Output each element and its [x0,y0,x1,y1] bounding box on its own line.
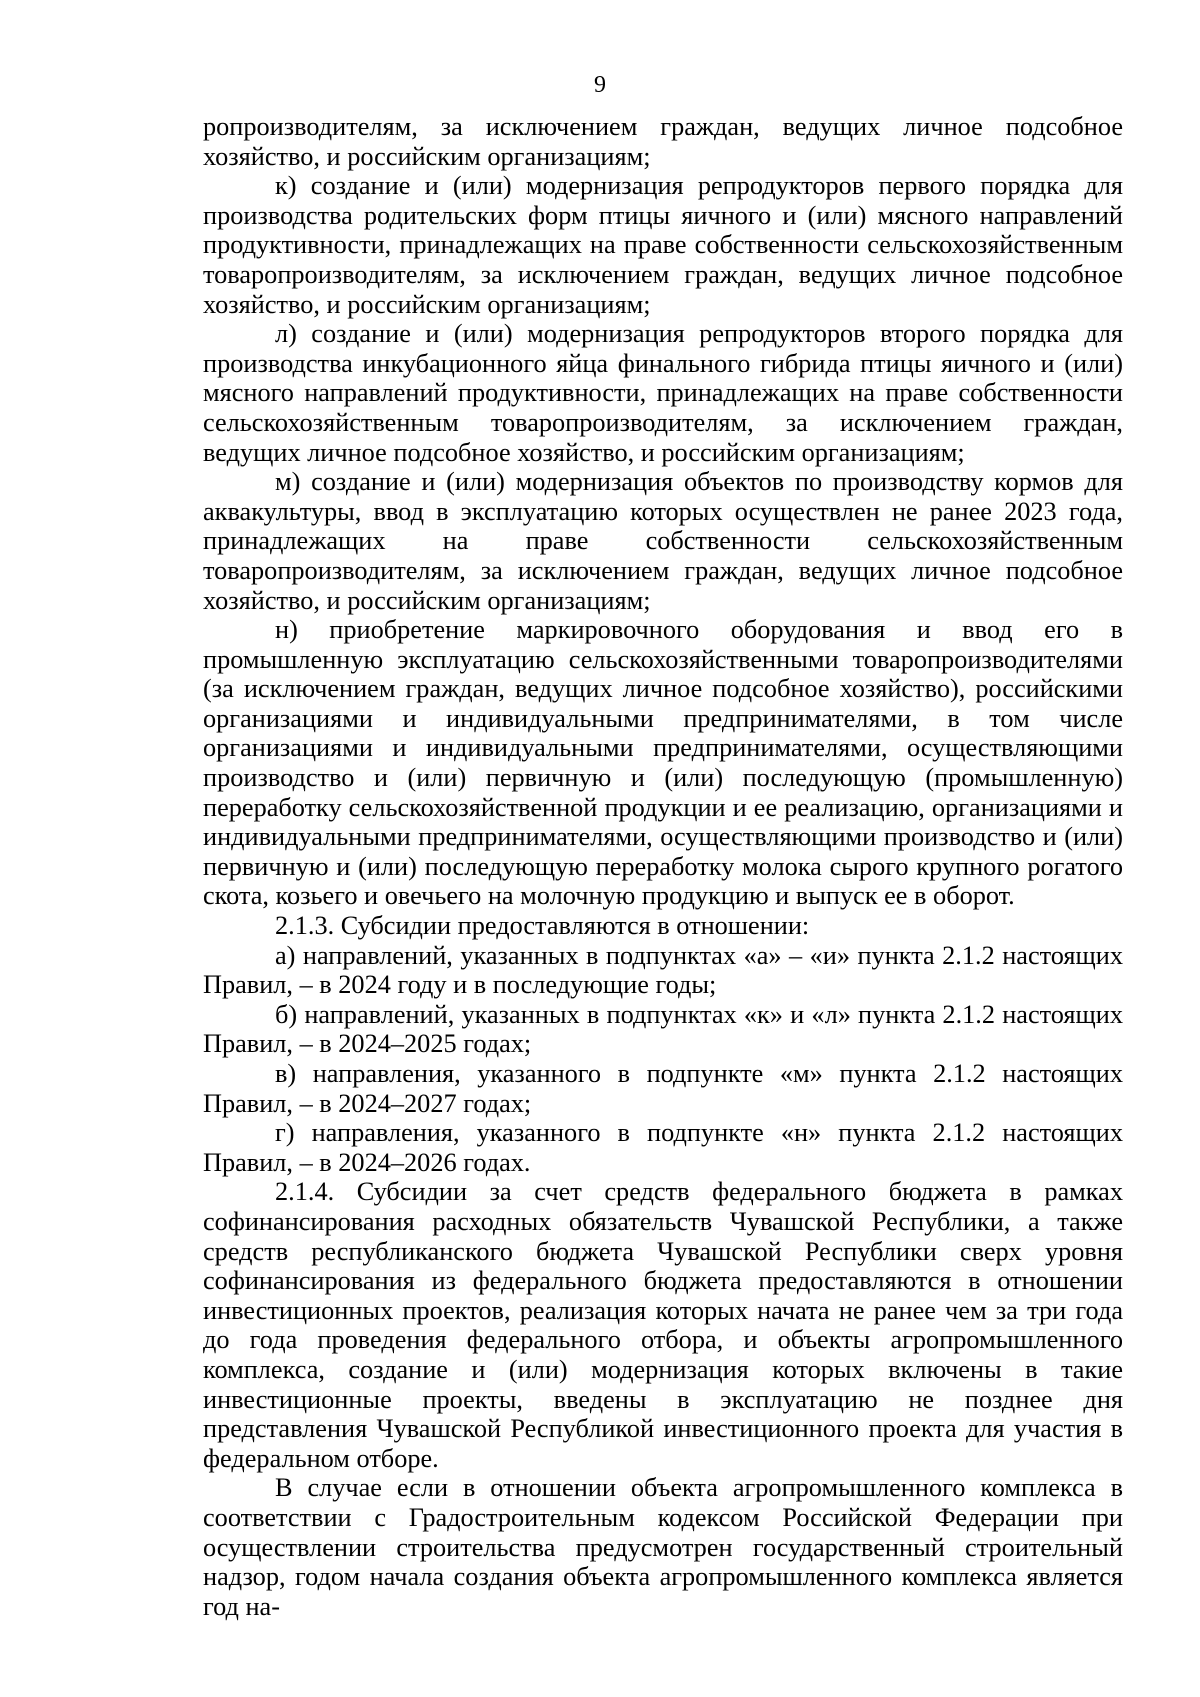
paragraph-item-n: н) приобретение маркировочного оборудования и ввод его в промышленную эксплуатацию сельскохозяйственными товаропроизводителями (за исключением граждан, ведущих личное подсобное хозяйство), российскими организациями и индивидуальными предпринимателями, в том числе организациями и индивидуальными предпринимателями, осуществляющими производство и (или) первичную и (или) последующую (промышленную) переработку сельскохозяйственной продукции и ее реализацию, организациями и индивидуальными предпринимателями, осуществляющими производство и (или) первичную и (или) последующую переработку молока сырого крупного рогатого скота, козьего и овечьего на молочную продукцию и выпуск ее в оборот. [203,615,1123,911]
paragraph-item-m: м) создание и (или) модернизация объектов по производству кормов для аквакультуры, ввод в эксплуатацию которых осуществлен не ранее 2023 года, принадлежащих на праве собственности сельскохозяйственным товаропроизводителям, за исключением граждан, ведущих личное подсобное хозяйство, и российским организациям; [203,467,1123,615]
paragraph-item-l: л) создание и (или) модернизация репродукторов второго порядка для производства инкубационного яйца финального гибрида птицы яичного и (или) мясного направлений продуктивности, принадлежащих на праве собственности сельскохозяйственным товаропроизводителям, за исключением граждан, ведущих личное подсобное хозяйство, и российским организациям; [203,319,1123,467]
paragraph-2-1-3-v: в) направления, указанного в подпункте «м» пункта 2.1.2 настоящих Правил, – в 2024–2027 годах; [203,1059,1123,1118]
paragraph-2-1-3-g: г) направления, указанного в подпункте «н» пункта 2.1.2 настоящих Правил, – в 2024–2026 годах. [203,1118,1123,1177]
paragraph-2-1-4: 2.1.4. Субсидии за счет средств федерального бюджета в рамках софинансирования расходных обязательств Чувашской Республики, а также средств республиканского бюджета Чувашской Республики сверх уровня софинансирования из федерального бюджета предоставляются в отношении инвестиционных проектов, реализация которых начата не ранее чем за три года до года проведения федерального отбора, и объекты агропромышленного комплекса, создание и (или) модернизация которых включены в такие инвестиционные проекты, введены в эксплуатацию не позднее дня представления Чувашской Республикой инвестиционного проекта для участия в федеральном отборе. [203,1177,1123,1473]
document-body [203,112,1123,1621]
paragraph-2-1-3-b: б) направлений, указанных в подпунктах «к» и «л» пункта 2.1.2 настоящих Правил, – в 2024–2025 годах; [203,999,1123,1059]
page-number: 9 [594,72,606,98]
paragraph-continuation: ропроизводителям, за исключением граждан, ведущих личное подсобное хозяйство, и российским организациям; [203,112,1123,171]
paragraph-construction-case: В случае если в отношении объекта агропромышленного комплекса в соответствии с Градостроительным кодексом Российской Федерации при осуществлении строительства предусмотрен государственный строительный надзор, годом начала создания объекта агропромышленного комплекса является год на- [203,1473,1123,1621]
paragraph-2-1-3: 2.1.3. Субсидии предоставляются в отношении: [275,911,810,941]
paragraph-2-1-3-a: а) направлений, указанных в подпунктах «а» – «и» пункта 2.1.2 настоящих Правил, – в 2024 году и в последующие годы; [203,940,1123,1000]
paragraph-item-k: к) создание и (или) модернизация репродукторов первого порядка для производства родительских форм птицы яичного и (или) мясного направлений продуктивности, принадлежащих на праве собственности сельскохозяйственным товаропроизводителям, за исключением граждан, ведущих личное подсобное хозяйство, и российским организациям; [203,171,1123,319]
